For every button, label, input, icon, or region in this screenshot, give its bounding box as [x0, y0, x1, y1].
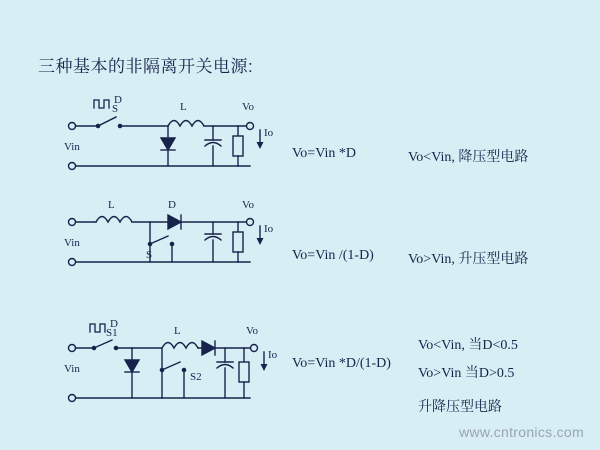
- circuit-buck-boost: [50, 318, 280, 423]
- buck-condition: Vo<Vin, 降压型电路: [408, 150, 529, 165]
- buck-vo-label: Vo: [242, 101, 255, 113]
- bb-diode-label: D: [110, 318, 118, 330]
- boost-io-label: Io: [264, 223, 274, 235]
- page-title: 三种基本的非隔离开关电源:: [38, 57, 254, 76]
- bb-vo-label: Vo: [246, 325, 259, 337]
- bb-inductor-label: L: [174, 325, 181, 337]
- buck-equation: Vo=Vin *D: [292, 146, 356, 161]
- boost-inductor-label: L: [108, 200, 115, 211]
- boost-vo-label: Vo: [242, 200, 255, 211]
- bb-switch1-label: S1: [106, 327, 118, 339]
- boost-switch-label: S: [146, 249, 153, 261]
- buck-boost-condition-2: Vo>Vin 当D>0.5: [418, 366, 515, 381]
- bb-switch2-label: S2: [190, 371, 202, 383]
- boost-schematic: [50, 200, 280, 295]
- watermark: www.cntronics.com: [459, 424, 584, 440]
- buck-vin-label: Vin: [64, 141, 80, 153]
- bb-io-label: Io: [268, 349, 278, 361]
- boost-vin-label: Vin: [64, 237, 80, 249]
- buck-boost-condition-3: 升降压型电路: [418, 400, 502, 415]
- boost-condition: Vo>Vin, 升压型电路: [408, 252, 529, 267]
- bb-vin-label: Vin: [64, 363, 80, 375]
- buck-io-label: Io: [264, 127, 274, 139]
- buck-inductor-label: L: [180, 101, 187, 113]
- buck-boost-equation: Vo=Vin *D/(1-D): [292, 356, 391, 371]
- buck-diode-label: D: [114, 94, 122, 106]
- circuit-boost: [50, 200, 280, 300]
- circuit-buck: [50, 90, 280, 190]
- buck-boost-condition-1: Vo<Vin, 当D<0.5: [418, 338, 518, 353]
- boost-equation: Vo=Vin /(1-D): [292, 248, 374, 263]
- boost-diode-label: D: [168, 200, 176, 211]
- buck-boost-schematic: [50, 318, 280, 418]
- buck-switch-label: S: [112, 103, 119, 115]
- buck-schematic: [50, 90, 280, 185]
